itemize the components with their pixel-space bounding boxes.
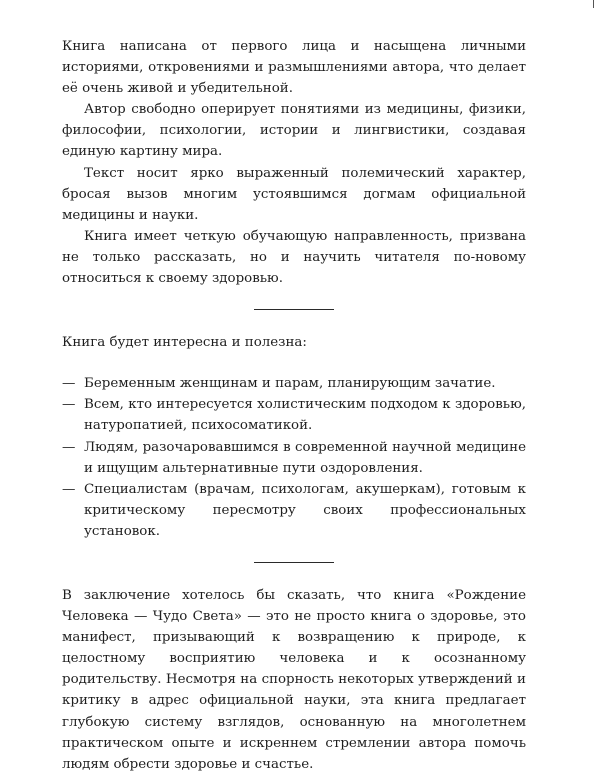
intro-paragraph-3: Текст носит ярко выраженный полемический характер, бросая вызов многим устоявшимся догмам официальной медицины и науки. [62,165,526,223]
list-item [62,437,526,479]
intro-paragraph-1: Книга написана от первого лица и насыщена личными историями, откровениями и размышлениями автора, что делает её очень живой и убедительной. [62,39,526,97]
list-dash: — [62,397,76,413]
audience-heading: Книга будет интересна и полезна: [62,335,307,351]
list-item-text: Беременным женщинам и парам, планирующим зачатие. [84,376,496,392]
section-divider-1 [254,309,334,310]
list-dash: — [62,481,76,497]
document-page [62,36,526,775]
list-item-text: Специалистам (врачам, психологам, акушеркам), готовым к критическому пересмотру своих профессиональных установок. [84,481,526,539]
list-item [62,479,526,542]
conclusion-paragraph: В заключение хотелось бы сказать, что книга «Рождение Человека — Чудо Света» — это не просто книга о здоровье, это манифест, призывающий к возвращению к природе, к целостному восприятию человека и к осознанному родительству. Несмотря на спорность некоторых утверждений и критику в адрес официальной науки, эта книга предлагает глубокую систему взглядов, основанную на многолетнем практическом опыте и искреннем стремлении автора помочь людям обрести здоровье и счастье. [62,587,526,772]
list-item-text: Всем, кто интересуется холистическим подходом к здоровью, натуропатией, психосоматикой. [84,397,526,434]
intro-paragraph-4: Книга имеет четкую обучающую направленность, призвана не только рассказать, но и научить читателя по-новому относиться к своему здоровью. [62,228,526,287]
page-edge-mark [593,0,594,8]
intro-paragraph-2: Автор свободно оперирует понятиями из медицины, физики, философии, психологии, истории и лингвистики, создавая единую картину мира. [62,102,526,160]
list-dash: — [62,439,76,455]
list-item-text: Людям, разочаровавшимся в современной научной медицине и ищущим альтернативные пути оздоровления. [84,439,526,476]
list-item [62,394,526,436]
list-dash: — [62,376,76,392]
list-item [62,373,526,394]
audience-list [62,373,526,542]
section-divider-2 [254,562,334,563]
